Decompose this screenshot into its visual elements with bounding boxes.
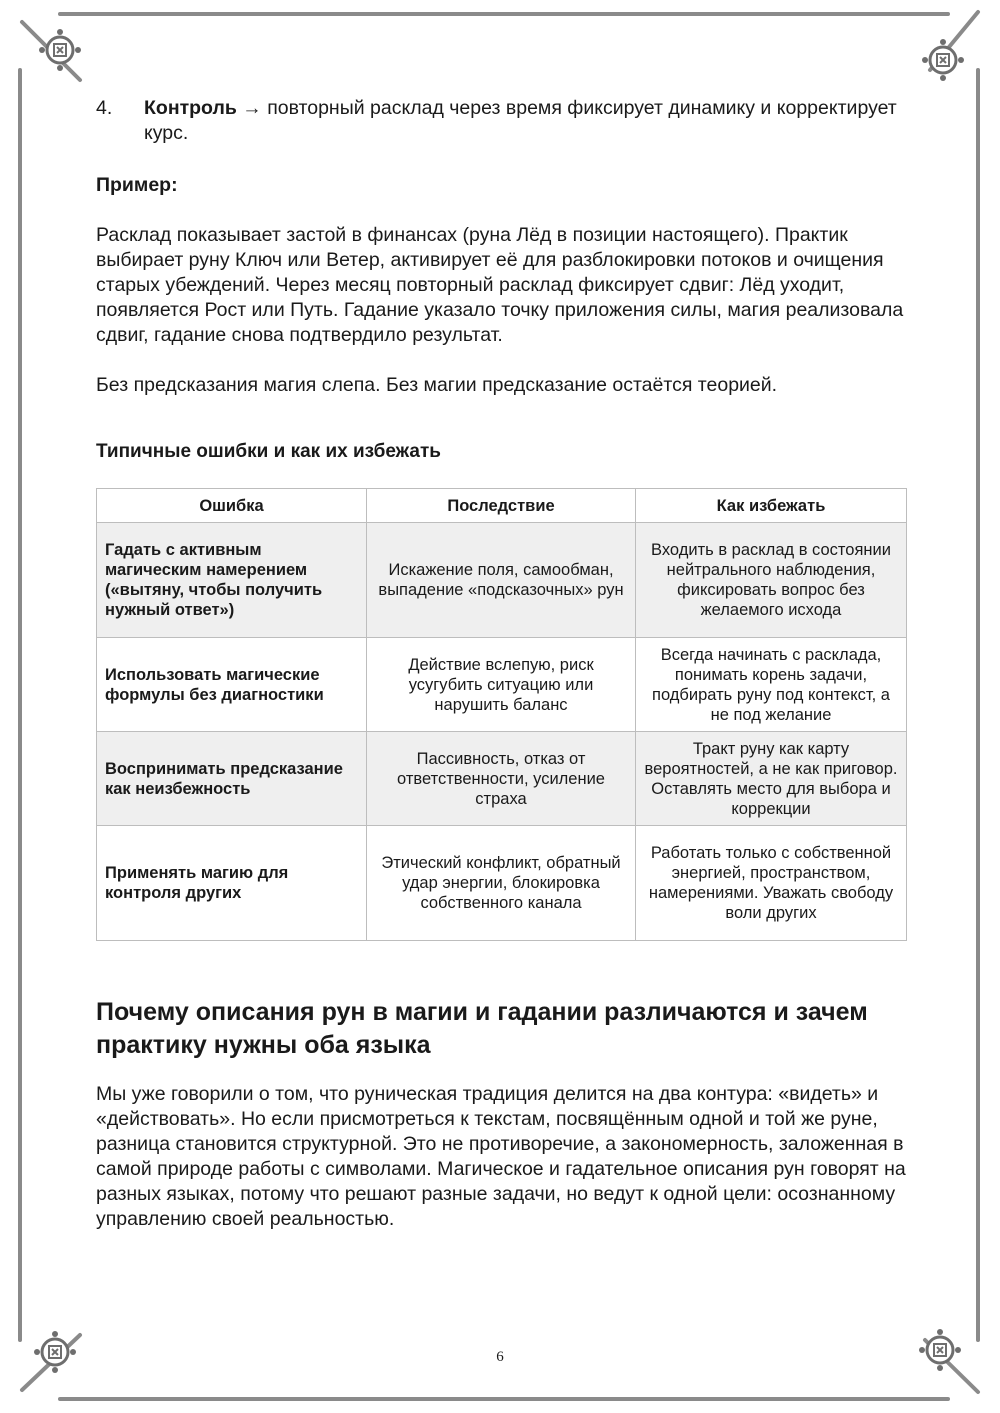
table-row xyxy=(97,826,907,941)
error-cell: Воспринимать предсказание как неизбежность xyxy=(97,732,367,826)
list-text: → повторный расклад через время фиксирует динамику и корректирует курс. xyxy=(144,97,897,144)
example-heading: Пример: xyxy=(96,174,178,196)
page-number: 6 xyxy=(496,1349,504,1365)
corner-ornament-icon xyxy=(39,29,81,71)
example-paragraph: Расклад показывает застой в финансах (руна Лёд в позиции настоящего). Практик выбирает руну Ключ или Ветер, активирует её для разблокировки потоков и очищения старых убеждений. Через месяц повторный расклад фиксирует сдвиг: Лёд уходит, появляется Рост или Путь. Гадание указало точку приложения силы, магия реализовала сдвиг, гадание снова подтвердило результат. xyxy=(96,224,904,346)
page-content xyxy=(96,96,906,1232)
avoid-cell: Входить в расклад в состоянии нейтрального наблюдения, фиксировать вопрос без желаемого исхода xyxy=(636,523,907,638)
error-cell: Гадать с активным магическим намерением («вытяну, чтобы получить нужный ответ») xyxy=(97,523,367,638)
section-paragraph: Мы уже говорили о том, что руническая традиция делится на два контура: «видеть» и «действовать». Но если присмотреться к текстам, посвящённым одной и той же руне, разница становится структурной. Это не противоречие, а закономерность, заложенная в самой природе работы с символами. Магическое и гадательное описания рун говорят на разных языках, потому что решают разные задачи, но ведут к одной цели: осознанному управлению своей реальностью. xyxy=(96,1083,906,1230)
avoid-cell: Тракт руну как карту вероятностей, а не как приговор. Оставлять место для выбора и коррекции xyxy=(636,732,907,826)
example-conclusion: Без предсказания магия слепа. Без магии предсказание остаётся теорией. xyxy=(96,374,778,396)
consequence-cell: Пассивность, отказ от ответственности, усиление страха xyxy=(367,732,636,826)
consequence-cell: Этический конфликт, обратный удар энергии, блокировка собственного канала xyxy=(367,826,636,941)
table-header-row xyxy=(97,489,907,523)
list-term: Контроль xyxy=(144,97,237,119)
error-cell: Применять магию для контроля других xyxy=(97,826,367,941)
column-header: Как избежать xyxy=(636,489,907,523)
table-row xyxy=(97,523,907,638)
avoid-cell: Работать только с собственной энергией, пространством, намерениями. Уважать свободу воли других xyxy=(636,826,907,941)
table-row xyxy=(97,732,907,826)
table-row xyxy=(97,638,907,732)
error-cell: Использовать магические формулы без диагностики xyxy=(97,638,367,732)
consequence-cell: Искажение поля, самообман, выпадение «подсказочных» рун xyxy=(367,523,636,638)
consequence-cell: Действие вслепую, риск усугубить ситуацию или нарушить баланс xyxy=(367,638,636,732)
errors-table xyxy=(96,488,907,941)
column-header: Последствие xyxy=(367,489,636,523)
list-number: 4. xyxy=(96,97,113,119)
avoid-cell: Всегда начинать с расклада, понимать корень задачи, подбирать руну под контекст, а не под желание xyxy=(636,638,907,732)
section-heading: Почему описания рун в магии и гадании различаются и зачем практику нужны оба языка xyxy=(96,998,868,1059)
list-item xyxy=(96,96,906,146)
column-header: Ошибка xyxy=(97,489,367,523)
errors-heading: Типичные ошибки и как их избежать xyxy=(96,441,441,462)
